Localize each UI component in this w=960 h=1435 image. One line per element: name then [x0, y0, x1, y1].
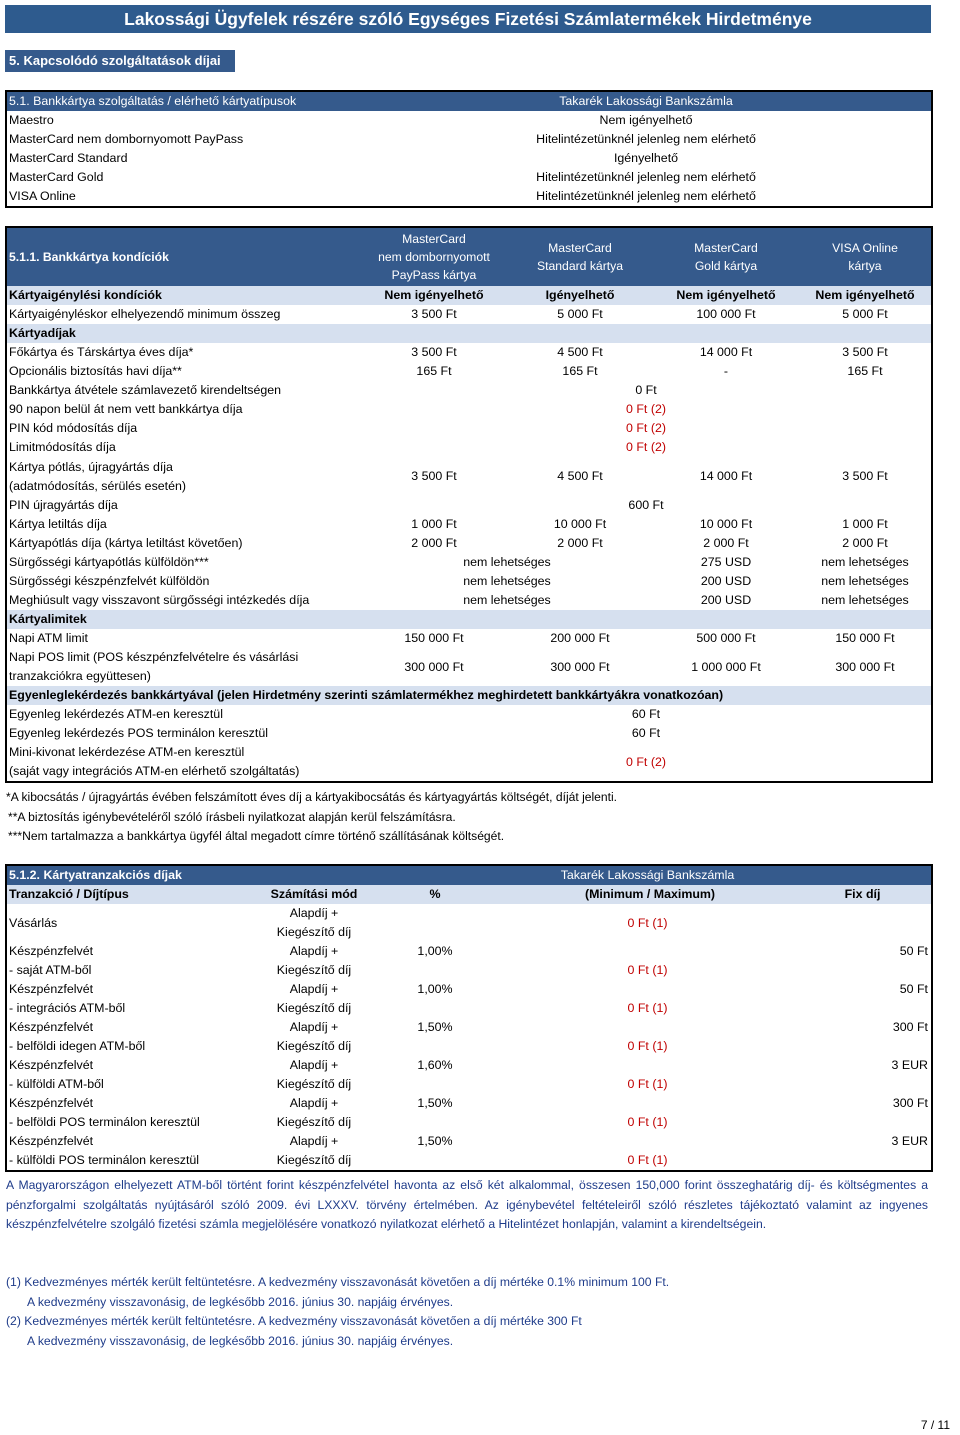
table-row	[6, 130, 932, 149]
cell: 2 000 Ft	[842, 536, 888, 550]
column-header-gold	[653, 227, 799, 286]
document-title: Lakossági Ügyfelek részére szóló Egységes Fizetési Számlatermékek Hirdetménye	[5, 5, 931, 33]
calc-line: Alapdíj +	[289, 982, 339, 996]
table-row	[6, 1056, 932, 1094]
row-label: Egyenleg lekérdezés POS terminálon keresztül	[9, 726, 268, 740]
header-line: MasterCard	[694, 241, 758, 255]
table-row	[6, 187, 932, 207]
cell: Nem igényelhető	[384, 288, 484, 302]
label-line: - külföldi ATM-ből	[9, 1077, 104, 1091]
cell: 200 USD	[700, 593, 752, 607]
fee-values	[364, 980, 932, 1018]
table-row	[6, 515, 932, 534]
availability-table	[5, 90, 933, 208]
calc-line: Alapdíj +	[289, 1058, 339, 1072]
label-line: Készpénzfelvét	[9, 1096, 94, 1110]
label-line: Készpénzfelvét	[9, 1058, 94, 1072]
transaction-label	[6, 1094, 264, 1132]
cell: nem lehetséges	[463, 574, 551, 588]
card-conditions-table	[5, 226, 933, 783]
header-line: nem dombornyomott	[378, 250, 490, 264]
column-header-paypass	[361, 227, 507, 286]
percent-value: 1,50%	[417, 1134, 453, 1148]
table-row	[6, 629, 932, 648]
table-row	[6, 648, 932, 686]
footnote: *A kibocsátás / újragyártás évében felszámított éves díj a kártyakibocsátás és kártyagyártás költségét, díját jelenti.	[6, 790, 618, 804]
table-row	[6, 111, 932, 130]
cell: 165 Ft	[562, 364, 598, 378]
fix-value: 50 Ft	[899, 944, 928, 958]
transaction-label	[6, 1132, 264, 1171]
header-line: VISA Online	[832, 241, 898, 255]
cell: nem lehetséges	[463, 555, 551, 569]
column-header-standard	[507, 227, 653, 286]
table-row	[6, 496, 932, 515]
table-row	[6, 362, 932, 381]
label-line: - integrációs ATM-ből	[9, 1001, 126, 1015]
cell: nem lehetséges	[821, 574, 909, 588]
table-row	[6, 591, 932, 610]
cell: 1 000 000 Ft	[691, 659, 761, 674]
row-label: Kártyaigényléskor elhelyezendő minimum összeg	[9, 307, 281, 321]
header-calc: Számítási mód	[270, 887, 358, 901]
label-line: - külföldi POS terminálon keresztül	[9, 1153, 200, 1167]
row-label: Napi ATM limit	[9, 631, 88, 645]
header-fix: Fix díj	[844, 887, 881, 901]
transaction-label	[6, 1018, 264, 1056]
discount-notes	[6, 1273, 669, 1351]
row-label: Opcionális biztosítás havi díja**	[9, 364, 182, 378]
header-line: Standard kártya	[536, 259, 624, 273]
row-label: Bankkártya átvétele számlavezető kirendeltségen	[9, 383, 282, 397]
label-line: Készpénzfelvét	[9, 982, 94, 996]
cell: 3 500 Ft	[842, 469, 888, 483]
row-label: Meghiúsult vagy visszavont sürgősségi intézkedés díja	[9, 593, 310, 607]
cell: 2 000 Ft	[411, 536, 457, 550]
cell: 300 000 Ft	[835, 659, 895, 674]
cell: 165 Ft	[847, 364, 883, 378]
page-number: 7 / 11	[920, 1418, 950, 1432]
discount-value: 0 Ft (1)	[627, 1153, 668, 1167]
table-row	[6, 168, 932, 187]
percent-value: 1,50%	[417, 1020, 453, 1034]
table-row	[6, 724, 932, 743]
header-transaction: Tranzakció / Díjtípus	[9, 887, 129, 901]
calc-method	[264, 1132, 364, 1171]
calc-method	[264, 942, 364, 980]
table-row	[6, 1018, 932, 1056]
percent-value: 1,50%	[417, 1096, 453, 1110]
percent-value: 1,00%	[417, 982, 453, 996]
table-row	[6, 1132, 932, 1171]
cell: 0 Ft (2)	[626, 421, 666, 435]
fix-value: 50 Ft	[899, 982, 928, 996]
card-availability: Nem igényelhető	[599, 113, 693, 127]
conditions-heading: 5.1.1. Bankkártya kondíciók	[9, 250, 169, 264]
transaction-label: Vásárlás	[9, 915, 58, 930]
label-line: Napi POS limit (POS készpénzfelvételre és vásárlási	[9, 650, 299, 664]
table-row	[6, 904, 932, 942]
calc-line: Kiegészítő díj	[276, 1077, 352, 1091]
cell: 300 000 Ft	[404, 659, 464, 674]
calc-line: Kiegészítő díj	[276, 925, 352, 939]
cell: 14 000 Ft	[699, 345, 753, 359]
limits-subheading: Kártyalimitek	[9, 612, 87, 626]
cell: 300 000 Ft	[550, 659, 610, 674]
table-row	[6, 610, 932, 629]
row-label: 90 napon belül át nem vett bankkártya díja	[9, 402, 243, 416]
header-line: MasterCard	[402, 232, 466, 246]
row-label: PIN újragyártás díja	[9, 498, 118, 512]
table-row	[6, 980, 932, 1018]
transaction-label	[6, 1056, 264, 1094]
cell: 3 500 Ft	[411, 345, 457, 359]
cell: 4 500 Ft	[557, 469, 603, 483]
cell: 5 000 Ft	[842, 307, 888, 321]
table-row	[6, 343, 932, 362]
table-row	[6, 1094, 932, 1132]
header-line: PayPass kártya	[391, 268, 477, 282]
column-header-visa	[799, 227, 932, 286]
discount-note: A kedvezmény visszavonásig, de legkésőbb 2016. június 30. napjáig érvényes.	[27, 1333, 454, 1348]
discount-value: 0 Ft (1)	[627, 1001, 668, 1015]
row-label: Sürgősségi készpénzfelvét külföldön	[9, 574, 210, 588]
fix-value: 3 EUR	[891, 1134, 928, 1148]
cell: 3 500 Ft	[411, 307, 457, 321]
card-availability: Hitelintézetünknél jelenleg nem elérhető	[536, 132, 756, 146]
row-label	[6, 648, 361, 686]
card-type: Maestro	[9, 113, 54, 127]
fee-values	[364, 1132, 932, 1171]
label-line: Készpénzfelvét	[9, 1020, 94, 1034]
cell: 1 000 Ft	[411, 517, 457, 531]
footnote: **A biztosítás igénybevételéről szóló írásbeli nyilatkozat alapján kerül felszámításra.	[8, 809, 456, 824]
table-row	[6, 286, 932, 305]
fix-value: 3 EUR	[891, 1058, 928, 1072]
cell: 3 500 Ft	[842, 345, 888, 359]
section-heading: 5. Kapcsolódó szolgáltatások díjai	[5, 50, 235, 72]
row-label: Kártya letiltás díja	[9, 517, 107, 531]
cell: 150 000 Ft	[404, 631, 464, 645]
cell: 500 000 Ft	[696, 631, 756, 645]
discount-note: (2) Kedvezményes mérték került feltüntetésre. A kedvezmény visszavonását követően a díj mértéke 300 Ft	[6, 1314, 582, 1328]
table-row	[6, 686, 932, 705]
header-percent: %	[429, 887, 441, 901]
table-row	[6, 305, 932, 324]
cell: -	[723, 364, 729, 378]
row-label	[6, 743, 361, 782]
label-line: Készpénzfelvét	[9, 1134, 94, 1148]
cell: Nem igényelhető	[676, 288, 776, 302]
table-row	[6, 457, 932, 496]
cell: 200 000 Ft	[550, 631, 610, 645]
label-line: Mini-kivonat lekérdezése ATM-en keresztül	[9, 745, 245, 759]
cell: 3 500 Ft	[411, 469, 457, 483]
cell: 4 500 Ft	[557, 345, 603, 359]
balance-subheading: Egyenleglekérdezés bankkártyával (jelen Hirdetmény szerinti számlatermékhez meghirdetett bankkártyákra vonatkozóan)	[9, 688, 724, 702]
cell: Igényelhető	[545, 288, 615, 302]
discount-value: 0 Ft (1)	[627, 1039, 668, 1053]
table-row	[6, 534, 932, 553]
header-line: MasterCard	[548, 241, 612, 255]
cell: 600 Ft	[628, 498, 664, 512]
fee-values	[364, 1056, 932, 1094]
row-label: Főkártya és Társkártya éves díja*	[9, 345, 194, 359]
calc-line: Alapdíj +	[289, 906, 339, 920]
label-line: Kártya pótlás, újragyártás díja	[9, 459, 173, 474]
cell: 0 Ft (2)	[626, 402, 666, 416]
table-row	[6, 705, 932, 724]
cell: 60 Ft	[631, 707, 661, 721]
table-row	[6, 572, 932, 591]
calc-method	[264, 904, 364, 942]
cell: 0 Ft	[635, 383, 657, 397]
cell: 2 000 Ft	[557, 536, 603, 550]
row-label: Kártyaigénylési kondíciók	[9, 288, 162, 302]
card-type: VISA Online	[9, 189, 76, 203]
header-line: kártya	[848, 259, 882, 273]
row-label: PIN kód módosítás díja	[9, 421, 138, 435]
cell: Nem igényelhető	[815, 288, 915, 302]
discount-note: (1) Kedvezményes mérték került feltüntetésre. A kedvezmény visszavonását követően a díj mértéke 0.1% minimum 100 Ft.	[6, 1275, 670, 1289]
discount-value: 0 Ft (1)	[627, 915, 668, 930]
label-line: - belföldi idegen ATM-ből	[9, 1039, 146, 1053]
card-availability: Hitelintézetünknél jelenleg nem elérhető	[536, 189, 756, 203]
label-line: Készpénzfelvét	[9, 944, 94, 958]
cell: 14 000 Ft	[699, 469, 753, 483]
discount-value: 0 Ft (1)	[627, 1077, 668, 1091]
atm-free-notice: A Magyarországon elhelyezett ATM-ből történt forint készpénzfelvétel havonta az első két alkalommal, összesen 150,000 forint összeghatárig díj- és költségmentes a pénzforgalmi szolgáltatás nyújtásáról szóló 2009. évi LXXXV. törvény értelmében. Az igénybevétel feltételeiről szóló részletes tájékoztató valamint az ingyenes készpénzfelvételre szolgáló fizetési számla megjelölésére vonatkozó nyilatkozat elérhető a Hitelintézet honlapján, valamint a kirendeltségein.	[6, 1178, 928, 1231]
discount-value: 0 Ft (1)	[627, 1115, 668, 1129]
card-availability: Hitelintézetünknél jelenleg nem elérhető	[536, 170, 756, 184]
row-label: Egyenleg lekérdezés ATM-en keresztül	[9, 707, 223, 721]
label-line: tranzakciókra együttesen)	[9, 669, 151, 683]
transaction-fees-table	[5, 864, 933, 1172]
fee-values	[364, 1018, 932, 1056]
cell: 10 000 Ft	[553, 517, 607, 531]
cell: nem lehetséges	[463, 593, 551, 607]
discount-value: 0 Ft (1)	[627, 963, 668, 977]
cell: 100 000 Ft	[696, 307, 756, 321]
row-label: Sürgősségi kártyapótlás külföldön***	[9, 555, 209, 569]
table-row	[6, 324, 932, 343]
row-label: Limitmódosítás díja	[9, 440, 116, 454]
header-line: Gold kártya	[694, 259, 758, 273]
row-label: Kártyapótlás díja (kártya letiltást követően)	[9, 536, 243, 550]
fee-values	[364, 1094, 932, 1132]
cell: 165 Ft	[416, 364, 452, 378]
calc-line: Kiegészítő díj	[276, 1039, 352, 1053]
table-row	[6, 743, 932, 782]
cell: nem lehetséges	[821, 555, 909, 569]
transaction-label	[6, 942, 264, 980]
table-row	[6, 942, 932, 980]
table-row	[6, 149, 932, 168]
footnotes	[6, 788, 617, 847]
calc-line: Alapdíj +	[289, 1096, 339, 1110]
fix-value: 300 Ft	[892, 1020, 928, 1034]
row-label	[6, 457, 361, 496]
cell: 0 Ft (2)	[626, 754, 666, 769]
calc-method	[264, 1094, 364, 1132]
label-line: - saját ATM-ből	[9, 963, 92, 977]
calc-line: Alapdíj +	[289, 944, 339, 958]
card-type: MasterCard Gold	[9, 170, 104, 184]
cell: 150 000 Ft	[835, 631, 895, 645]
transactions-heading: 5.1.2. Kártyatranzakciós díjak	[9, 868, 182, 882]
label-line: (adatmódosítás, sérülés esetén)	[9, 478, 187, 493]
table-row	[6, 553, 932, 572]
cell: 2 000 Ft	[703, 536, 749, 550]
table-row	[6, 400, 932, 419]
calc-line: Alapdíj +	[289, 1020, 339, 1034]
fee-values	[364, 942, 932, 980]
calc-method	[264, 1018, 364, 1056]
card-type: MasterCard Standard	[9, 151, 128, 165]
cell: 1 000 Ft	[842, 517, 888, 531]
calc-line: Kiegészítő díj	[276, 963, 352, 977]
footnote: ***Nem tartalmazza a bankkártya ügyfél által megadott címre történő szállításának költségét.	[8, 829, 505, 843]
cell: 5 000 Ft	[557, 307, 603, 321]
percent-value: 1,60%	[417, 1058, 453, 1072]
cell: 0 Ft (2)	[626, 440, 666, 454]
transaction-label	[6, 980, 264, 1018]
percent-value: 1,00%	[417, 944, 453, 958]
label-line: (saját vagy integrációs ATM-en elérhető szolgáltatás)	[9, 764, 300, 778]
cell: 200 USD	[700, 574, 752, 588]
table-row	[6, 381, 932, 400]
transactions-product: Takarék Lakossági Bankszámla	[560, 868, 735, 882]
calc-method	[264, 980, 364, 1018]
calc-line: Kiegészítő díj	[276, 1153, 352, 1167]
calc-line: Kiegészítő díj	[276, 1115, 352, 1129]
cell: nem lehetséges	[821, 593, 909, 607]
label-line: - belföldi POS terminálon keresztül	[9, 1115, 200, 1129]
calc-method	[264, 1056, 364, 1094]
availability-header-product: Takarék Lakossági Bankszámla	[559, 94, 733, 108]
availability-header-service: 5.1. Bankkártya szolgáltatás / elérhető kártyatípusok	[9, 94, 297, 108]
calc-line: Kiegészítő díj	[276, 1001, 352, 1015]
cell: 60 Ft	[631, 726, 661, 740]
header-minmax: (Minimum / Maximum)	[584, 887, 716, 901]
fix-value: 300 Ft	[892, 1096, 928, 1110]
fees-subheading: Kártyadíjak	[9, 326, 76, 340]
card-type: MasterCard nem dombornyomott PayPass	[9, 132, 244, 146]
card-availability: Igényelhető	[613, 151, 679, 165]
table-row	[6, 419, 932, 438]
cell: 275 USD	[700, 555, 752, 569]
discount-note: A kedvezmény visszavonásig, de legkésőbb 2016. június 30. napjáig érvényes.	[27, 1294, 454, 1309]
calc-line: Alapdíj +	[289, 1134, 339, 1148]
table-row	[6, 438, 932, 457]
cell: 10 000 Ft	[699, 517, 753, 531]
